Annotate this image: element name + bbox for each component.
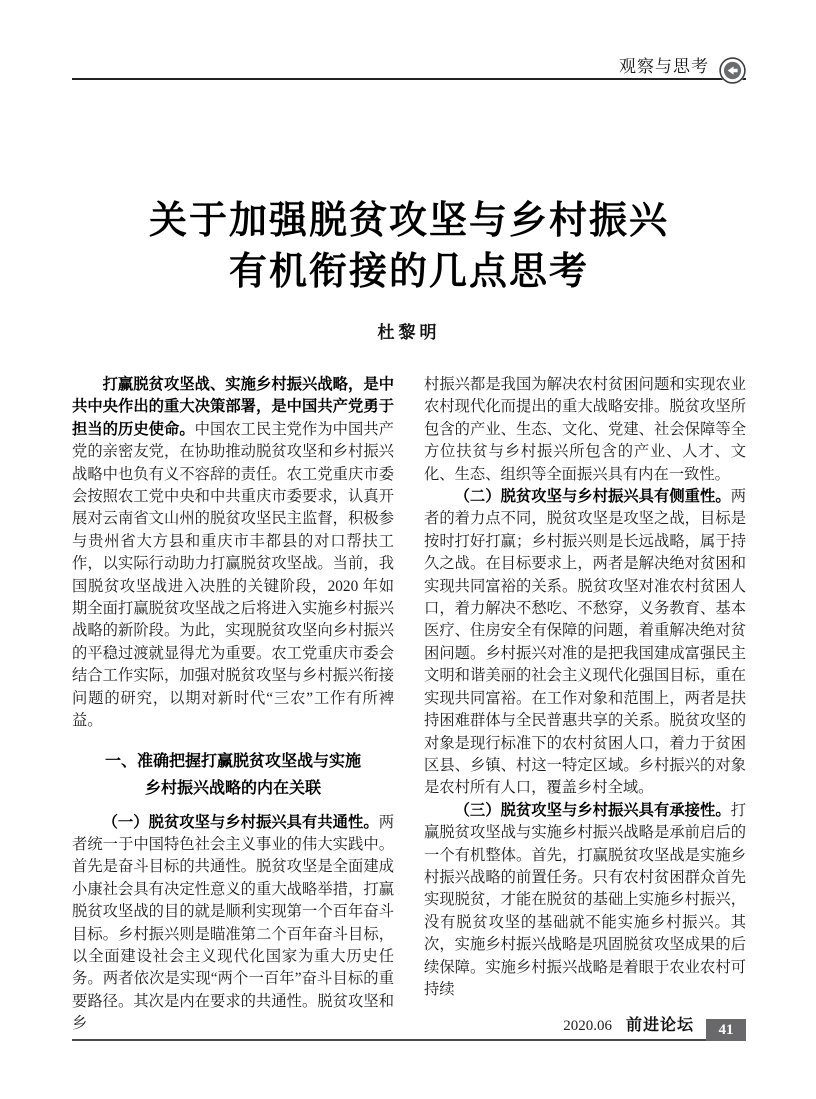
journal-name: 前进论坛 (625, 1017, 694, 1034)
paragraph-point2 (424, 486, 746, 800)
paragraph-point3-text: 打赢脱贫攻坚战与实施乡村振兴战略是承前启后的一个有机整体。首先，打赢脱贫攻坚战是实施乡村振兴战略的前置任务。只有农村贫困群众首先实现脱贫，才能在脱贫的基础上实施乡村振兴，没有脱贫攻坚的基础就不能实施乡村振兴。其次，实施乡村振兴战略是巩固脱贫攻坚成果的后续保障。实施乡村振兴战略是着眼于农业农村可持续 (424, 801, 746, 998)
paragraph-point2-text: 两者的着力点不同，脱贫攻坚是攻坚之战，目标是按时打好打赢；乡村振兴则是长远战略，属于持久之战。在目标要求上，两者是解决绝对贫困和实现共同富裕的关系。脱贫攻坚对准农村贫困人口，着力解决不愁吃、不愁穿，义务教育、基本医疗、住房安全有保障的问题，着重解决绝对贫困问题。乡村振兴对准的是把我国建成富强民主文明和谐美丽的社会主义现代化强国目标，重在实现共同富裕。在工作对象和范围上，两者是扶持困难群体与全民普惠共享的关系。脱贫攻坚的对象是现行标准下的农村贫困人口，着力于贫困区县、乡镇、村这一特定区域。乡村振兴的对象是农村所有人口，覆盖乡村全域。 (424, 488, 746, 797)
paragraph-point1-lead: （一）脱贫攻坚与乡村振兴具有共通性。 (102, 813, 379, 831)
paragraph-point1-continued: 村振兴都是我国为解决农村贫困问题和实现农业农村现代化而提出的重大战略安排。脱贫攻坚所包含的产业、生态、文化、党建、社会保障等全方位扶贫与乡村振兴所包含的产业、人才、文化、生态、组织等全面振兴具有内在一致性。 (424, 376, 746, 483)
page-number-badge: 41 (706, 1019, 746, 1041)
paragraph-point3 (424, 800, 746, 1002)
page-header (72, 48, 746, 80)
body-columns (72, 374, 746, 1036)
section-label: 观察与思考 (619, 57, 709, 76)
paragraph-point3-lead: （三）脱贫攻坚与乡村振兴具有承接性。 (454, 801, 731, 819)
article-title-line2: 有机衔接的几点思考 (228, 251, 589, 293)
article-author: 杜黎明 (377, 323, 441, 342)
paragraph-point1-text: 两者统一于中国特色社会主义事业的伟大实践中。首先是奋斗目标的共通性。脱贫攻坚是全面建成小康社会具有决定性意义的重大战略举措，打赢脱贫攻坚战的目的就是顺利实现第一个百年奋斗目标。乡村振兴则是瞄准第二个百年奋斗目标，以全面建设社会主义现代化国家为重大历史任务。两者依次是实现“两个一百年”奋斗目标的重要路径。其次是内在要求的共通性。脱贫攻坚和乡 (72, 813, 394, 1033)
section-heading-1 (72, 748, 394, 802)
paragraph-point1 (72, 812, 394, 1036)
paragraph-point2-lead: （二）脱贫攻坚与乡村振兴具有侧重性。 (454, 488, 731, 506)
column-right (424, 374, 746, 1036)
paragraph-intro (72, 374, 394, 733)
paragraph-intro-lead: 打赢脱贫攻坚战、实施乡村振兴战略，是中共中央作出的重大决策部署，是中国共产党勇于担当的历史使命。 (72, 376, 394, 438)
article-title (72, 196, 746, 298)
page-footer (72, 1012, 746, 1041)
section-heading-1-line2: 乡村振兴战略的内在关联 (144, 779, 321, 797)
section-heading-1-line1: 一、准确把握打赢脱贫攻坚战与实施 (104, 752, 361, 770)
issue-date: 2020.06 (563, 1018, 612, 1034)
article-title-line1: 关于加强脱贫攻坚与乡村振兴 (148, 200, 669, 242)
paragraph-intro-text: 中国农工民主党作为中国共产党的亲密友党，在协助推动脱贫攻坚和乡村振兴战略中也负有义不容辞的责任。农工党重庆市委会按照农工党中央和中共重庆市委要求，认真开展对云南省文山州的脱贫攻坚民主监督，积极参与贵州省大方县和重庆市丰都县的对口帮扶工作，以实际行动助力打赢脱贫攻坚战。当前，我国脱贫攻坚战进入决胜的关键阶段，2020 年如期全面打赢脱贫攻坚战之后将进入实施乡村振兴战略的新阶段。为此，实现脱贫攻坚向乡村振兴的平稳过渡就显得尤为重要。农工党重庆市委会结合工作实际，加强对脱贫攻坚与乡村振兴衔接问题的研究，以期对新时代“三农”工作有所裨益。 (72, 420, 394, 730)
column-left (72, 374, 394, 1036)
journal-logo-icon (719, 57, 746, 84)
